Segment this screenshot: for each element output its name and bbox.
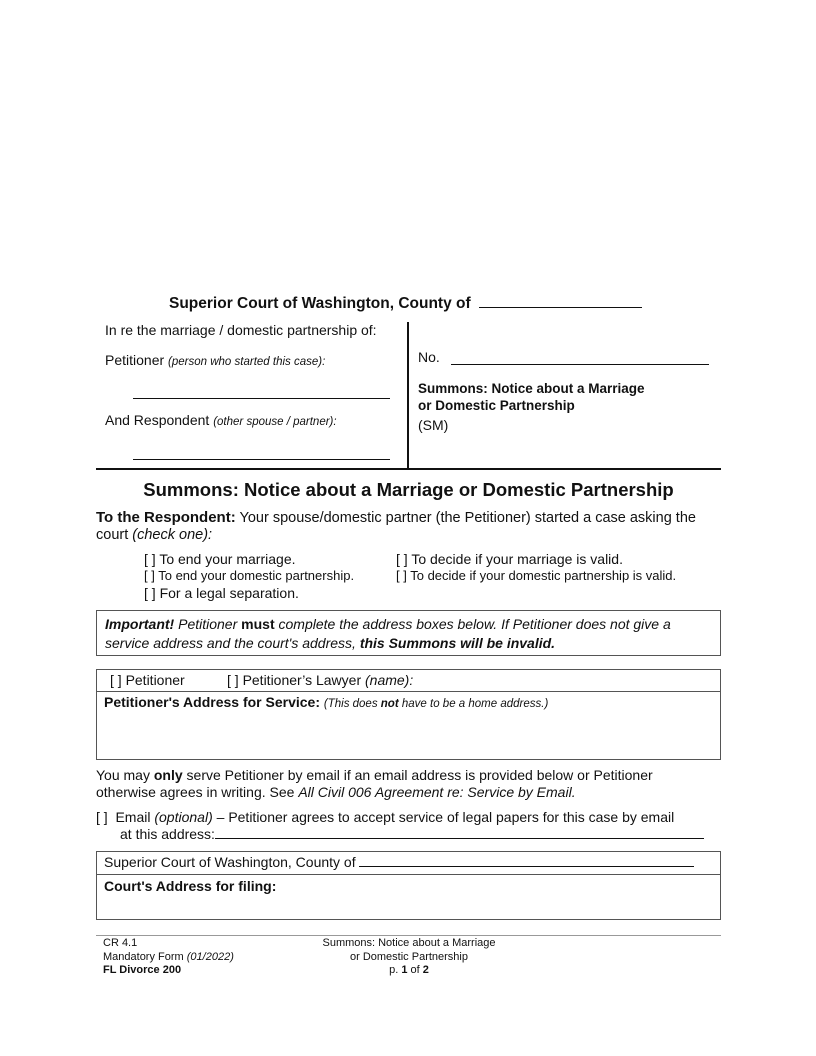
page-number: p. 1 of 2: [389, 964, 429, 976]
service-party-row: [97, 670, 720, 692]
checkbox[interactable]: [ ]: [144, 568, 155, 583]
court-county-field[interactable]: [359, 866, 694, 867]
email-notice: You may only serve Petitioner by email if an email address is provided below or Petitioner otherwise agrees in writing. See All Civil 006 Agreement re: Service by Email.: [96, 767, 653, 800]
important-notice: Important! Petitioner must complete the address boxes below. If Petitioner does not give a service address and the court's address, this Summons will be invalid.: [96, 610, 721, 656]
doc-title: Summons: Notice about a Marriage or Domestic Partnership: [418, 381, 645, 413]
court-title: Superior Court of Washington, County of: [169, 295, 642, 313]
option-petitioner[interactable]: [ ] Petitioner: [110, 672, 185, 688]
service-address-label: Petitioner's Address for Service: (This does not have to be a home address.): [104, 694, 549, 710]
court-county-row: Superior Court of Washington, County of: [97, 852, 720, 875]
option-end-domestic-partnership[interactable]: [ ] To end your domestic partnership.: [144, 568, 355, 583]
option-marriage-valid[interactable]: [ ] To decide if your marriage is valid.: [396, 551, 623, 567]
footer-rule: [96, 935, 721, 936]
checkbox[interactable]: [ ]: [396, 551, 408, 567]
respondent-label: And Respondent (other spouse / partner):: [105, 412, 337, 428]
court-address-field[interactable]: [104, 896, 712, 916]
service-address-field[interactable]: [104, 714, 712, 754]
county-field[interactable]: [479, 307, 642, 308]
checkbox[interactable]: [ ]: [227, 672, 239, 688]
footer-center: Summons: Notice about a Marriage or Domestic Partnership p. 1 of 2: [309, 937, 509, 978]
checkbox[interactable]: [ ]: [396, 568, 407, 583]
option-end-marriage[interactable]: [ ] To end your marriage.: [144, 551, 296, 567]
case-number-field[interactable]: [451, 364, 709, 365]
page-title: Summons: Notice about a Marriage or Domestic Partnership: [143, 479, 674, 500]
checkbox[interactable]: [ ]: [110, 672, 122, 688]
doc-code: (SM): [418, 417, 449, 433]
checkbox[interactable]: [ ]: [144, 585, 156, 601]
respondent-name-field[interactable]: [133, 459, 390, 460]
petitioner-label: Petitioner (person who started this case):: [105, 352, 326, 368]
option-petitioner-lawyer[interactable]: [ ] Petitioner’s Lawyer (name):: [227, 672, 414, 688]
option-email[interactable]: [ ] Email (optional) – Petitioner agrees to accept service of legal papers for this case by email at this address:: [96, 809, 726, 843]
caption-bottom-rule: [96, 468, 721, 470]
petitioner-name-field[interactable]: [133, 398, 390, 399]
court-address-box: [96, 851, 721, 920]
option-legal-separation[interactable]: [ ] For a legal separation.: [144, 585, 299, 601]
caption-divider: [407, 322, 409, 469]
footer-left: CR 4.1 Mandatory Form (01/2022) FL Divorce 200: [103, 937, 234, 976]
to-respondent: To the Respondent: Your spouse/domestic partner (the Petitioner) started a case asking the court (check one):: [96, 509, 696, 543]
option-domestic-partnership-valid[interactable]: [ ] To decide if your domestic partnership is valid.: [396, 568, 677, 583]
service-address-box: [96, 669, 721, 760]
court-address-label: Court's Address for filing:: [104, 878, 277, 894]
in-re-label: In re the marriage / domestic partnership of:: [105, 322, 377, 338]
checkbox[interactable]: [ ]: [96, 809, 108, 825]
case-number-label: No.: [418, 349, 440, 365]
email-address-field[interactable]: [215, 838, 704, 839]
checkbox[interactable]: [ ]: [144, 551, 156, 567]
